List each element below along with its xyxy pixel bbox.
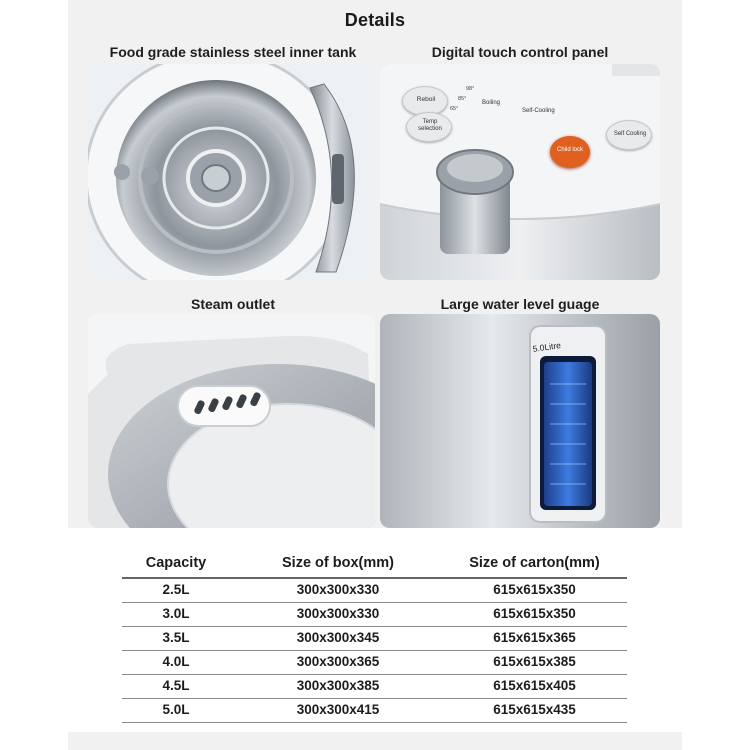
temp-85-label: 85° [458, 96, 467, 102]
cell-box-size: 300x300x330 [296, 606, 380, 621]
table-row [122, 578, 627, 602]
cell-box-size: 300x300x415 [296, 702, 380, 717]
caption-inner-tank: Food grade stainless steel inner tank [109, 44, 357, 60]
cell-carton-size: 615x615x365 [493, 630, 576, 645]
cell-capacity: 5.0L [162, 702, 190, 717]
cell-capacity: 4.5L [162, 678, 190, 693]
cell-box-size: 300x300x365 [296, 654, 380, 669]
cell-carton-size: 615x615x435 [493, 702, 576, 717]
cell-carton-size: 615x615x405 [493, 678, 576, 693]
temp-selection-button[interactable] [406, 112, 452, 142]
inner-tank-photo [88, 64, 375, 280]
header-capacity: Capacity [145, 555, 207, 571]
boiling-label: Boiling [482, 100, 501, 106]
caption-control-panel: Digital touch control panel [431, 44, 609, 60]
water-gauge-photo [380, 314, 660, 528]
table-row [122, 650, 627, 674]
caption-water-gauge: Large water level guage [440, 296, 600, 312]
spec-table [122, 552, 627, 722]
cell-box-size: 300x300x345 [296, 630, 380, 645]
self-cooling-button[interactable] [606, 120, 652, 150]
self-cooling-button-label: Self Cooling [613, 131, 647, 137]
water-gauge-illustration [380, 314, 660, 528]
cell-capacity: 3.5L [162, 630, 190, 645]
cell-capacity: 3.0L [162, 606, 190, 621]
table-row [122, 674, 627, 698]
cell-carton-size: 615x615x350 [493, 606, 576, 621]
table-divider [122, 722, 627, 723]
cell-carton-size: 615x615x350 [493, 582, 576, 597]
self-cooling-label: Self-Cooling [522, 108, 555, 114]
cell-capacity: 2.5L [162, 582, 190, 597]
bottom-band [68, 732, 682, 750]
table-header-row [122, 552, 627, 577]
child-lock-label: Child lock [556, 147, 583, 153]
temp-98-label: 98° [466, 86, 475, 92]
table-row [122, 602, 627, 626]
temp-65-label: 65° [450, 106, 459, 112]
control-panel-photo [380, 64, 660, 280]
child-lock-button[interactable] [550, 136, 590, 168]
table-row [122, 698, 627, 722]
header-box-size: Size of box(mm) [282, 555, 394, 571]
page-title: Details [344, 10, 406, 30]
cell-box-size: 300x300x385 [296, 678, 380, 693]
cell-carton-size: 615x615x385 [493, 654, 576, 669]
inner-tank-illustration [88, 64, 375, 280]
gauge-capacity-label: 5.0Litre [532, 340, 562, 354]
header-carton-size: Size of carton(mm) [469, 555, 600, 571]
caption-steam-outlet: Steam outlet [190, 296, 275, 312]
cell-box-size: 300x300x330 [296, 582, 380, 597]
cell-capacity: 4.0L [162, 654, 190, 669]
reboil-label: Reboil [416, 96, 436, 103]
steam-outlet-illustration [88, 314, 375, 528]
table-row [122, 626, 627, 650]
temp-selection-label: Temp selection [418, 119, 442, 132]
steam-outlet-photo [88, 314, 375, 528]
